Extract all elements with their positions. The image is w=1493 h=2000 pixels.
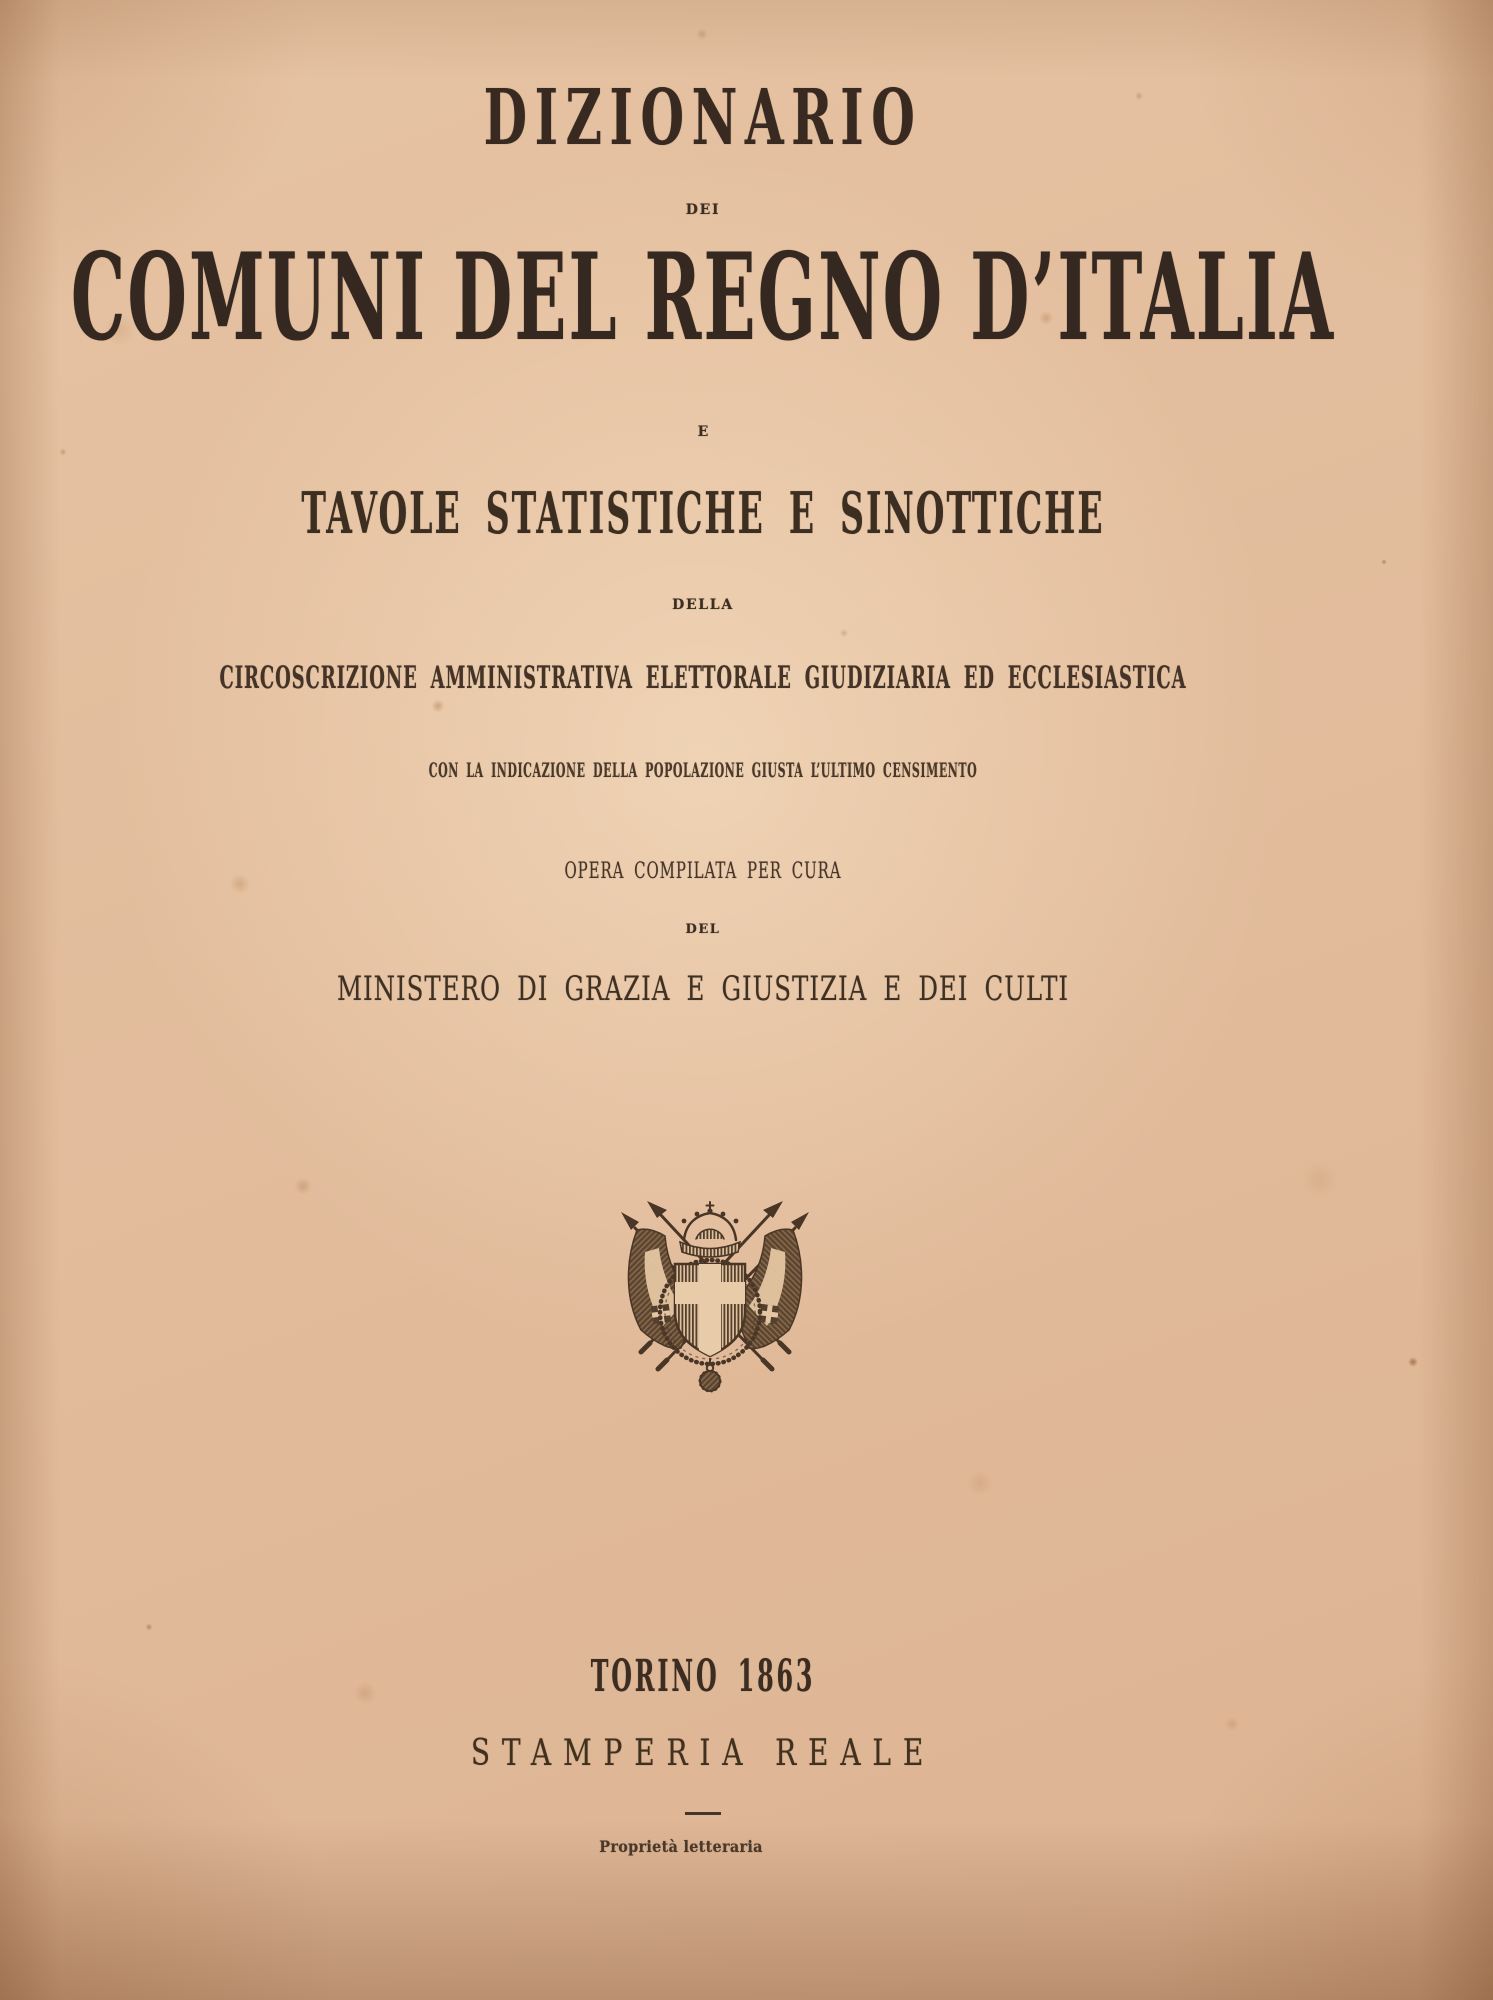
printer-name: STAMPERIA REALE xyxy=(470,1733,936,1774)
main-title: COMUNI DEL REGNO D’ITALIA xyxy=(70,227,1336,368)
coat-of-arms-emblem xyxy=(615,1200,815,1399)
dei-label: DEI xyxy=(685,202,721,218)
copyright-notice: Proprietà letteraria xyxy=(599,1837,763,1856)
savoy-coat-of-arms-icon xyxy=(615,1200,815,1395)
imprint-city-year: TORINO 1863 xyxy=(590,1651,816,1702)
popolazione-line: CON LA INDICAZIONE DELLA POPOLAZIONE GIUSTA L’ULTIMO CENSIMENTO xyxy=(428,758,978,782)
del-label: DEL xyxy=(685,922,721,937)
separator-rule xyxy=(685,1812,721,1815)
circoscrizione-line: CIRCOSCRIZIONE AMMINISTRATIVA ELETTORALE GIUDIZIARIA ED ECCLESIASTICA xyxy=(219,660,1187,696)
della-label: DELLA xyxy=(672,597,734,613)
ministero-line: MINISTERO DI GRAZIA E GIUSTIZIA E DEI CULTI xyxy=(336,969,1070,1009)
subtitle-tavole: TAVOLE STATISTICHE E SINOTTICHE xyxy=(301,480,1105,547)
opera-line: OPERA COMPILATA PER CURA xyxy=(564,859,842,884)
book-title: DIZIONARIO xyxy=(483,73,923,163)
conjunction-e: E xyxy=(697,424,709,440)
